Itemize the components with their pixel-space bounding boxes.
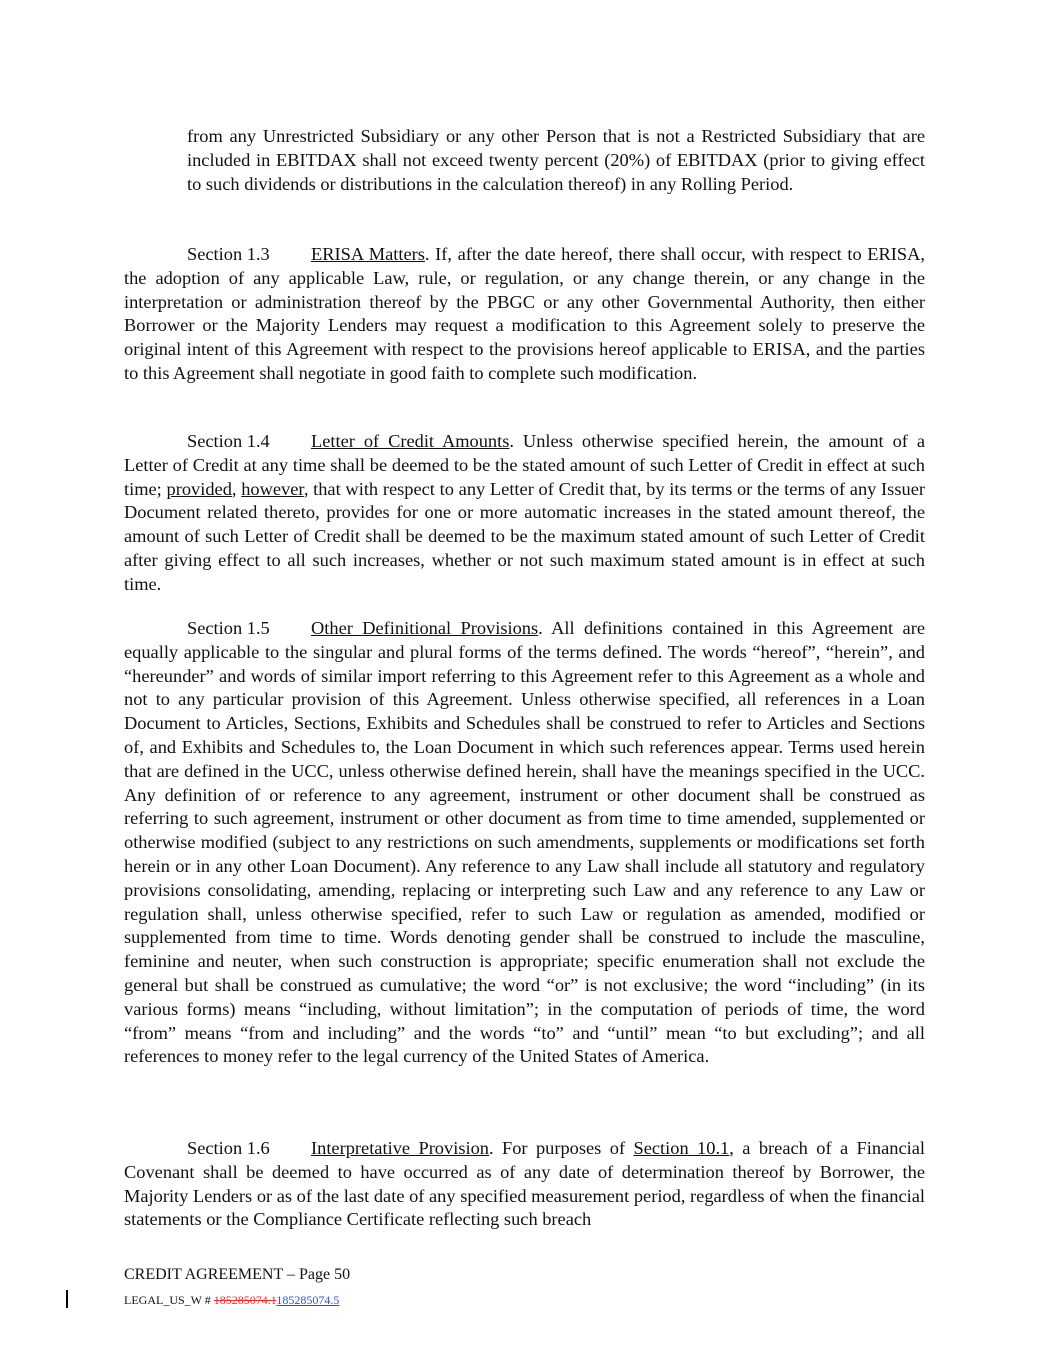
continuation-paragraph: from any Unrestricted Subsidiary or any other Person that is not a Restricted Subsidiary that are included in EBITDAX shall not exceed twenty percent (20%) of EBITDAX (prior to giving effect to such dividends or distributions in the calculation thereof) in any Rolling Period. xyxy=(187,126,925,194)
section-1-5 xyxy=(124,617,925,1069)
change-bar xyxy=(66,1290,68,1308)
footer-page-title: CREDIT AGREEMENT – Page 50 xyxy=(124,1266,351,1283)
section-title: ERISA Matters xyxy=(311,244,425,264)
however-term: however xyxy=(241,478,304,499)
section-1-4 xyxy=(124,430,925,597)
section-reference: Section 10.1 xyxy=(633,1138,730,1158)
section-title: Interpretative Provision xyxy=(311,1138,489,1158)
section-body-a: . For purposes of xyxy=(488,1138,634,1158)
section-1-6 xyxy=(124,1137,925,1232)
section-title: Other Definitional Provisions xyxy=(311,618,539,638)
section-1-3 xyxy=(124,243,925,386)
footer-id-prefix: LEGAL_US_W # xyxy=(124,1293,214,1307)
section-body: . If, after the date hereof, there shall occur, with respect to ERISA, the adoption of any applicable Law, rule, or regulation, or any change therein, or any change in the interpretation or administration thereof by the PBGC or any other Governmental Authority, then either Borrower or the Majority Lenders may request a modification to this Agreement solely to preserve the original intent of this Agreement with respect to the provisions hereof applicable to ERISA, and the parties to this Agreement shall negotiate in good faith to complete such modification. xyxy=(124,244,925,383)
inserted-document-number: 185285074.5 xyxy=(276,1293,340,1307)
section-number: Section 1.6 xyxy=(187,1138,270,1158)
term-separator: , xyxy=(231,478,242,499)
section-body-b: , that with respect to any Letter of Credit that, by its terms or the terms of any Issuer Document related thereto, provides for one or more automatic increases in the stated amount thereof, the amount of such Letter of Credit shall be deemed to be the maximum stated amount of such Letter of Credit after giving effect to all such increases, whether or not such maximum stated amount is in effect at such time. xyxy=(124,478,925,594)
section-body: . All definitions contained in this Agreement are equally applicable to the singular and plural forms of the terms defined. The words “hereof”, “herein”, and “hereunder” and words of similar import referring to this Agreement refer to this Agreement as a whole and not to any particular provision of this Agreement. Unless otherwise specified, all references in a Loan Document to Articles, Sections, Exhibits and Schedules shall be construed to refer to Articles and Sections of, and Exhibits and Schedules to, the Loan Document in which such references appear. Terms used herein that are defined in the UCC, unless otherwise defined herein, shall have the meanings specified in the UCC. Any definition of or reference to any agreement, instrument or other document shall be construed as referring to such agreement, instrument or other document as from time to time amended, supplemented or otherwise modified (subject to any restrictions on such amendments, supplements or modifications set forth herein or in any other Loan Document). Any reference to any Law shall include all statutory and regulatory provisions consolidating, amending, replacing or interpreting such Law and any reference to any Law or regulation shall, unless otherwise specified, refer to such Law or regulation as amended, modified or supplemented from time to time. Words denoting gender shall be construed to include the masculine, feminine and neuter, when such construction is appropriate; specific enumeration shall not exclude the general but shall be construed as cumulative; the word “or” is not exclusive; the word “including” (in its various forms) means “including, without limitation”; in the computation of periods of time, the word “from” means “from and including” and the words “to” and “until” mean “to but excluding”; and all references to money refer to the legal currency of the United States of America. xyxy=(124,618,925,1067)
section-title: Letter of Credit Amounts xyxy=(311,431,510,451)
provided-term: provided xyxy=(166,478,232,499)
section-number: Section 1.5 xyxy=(187,618,270,638)
section-number: Section 1.3 xyxy=(187,244,270,264)
section-number: Section 1.4 xyxy=(187,431,270,451)
section-body-b: , a breach of a Financial Covenant shall be deemed to have occurred as of any date of determination thereof by Borrower, the Majority Lenders or as of the last date of any specified measurement period, regardless of when the financial statements or the Compliance Certificate reflecting such breach xyxy=(124,1138,925,1230)
section-body-a: . Unless otherwise specified herein, the amount of a Letter of Credit at any time shall be deemed to be the stated amount of such Letter of Credit in effect at such time; xyxy=(124,431,925,499)
deleted-document-number: 185285074.1 xyxy=(213,1293,277,1307)
footer-document-id xyxy=(124,1292,339,1308)
